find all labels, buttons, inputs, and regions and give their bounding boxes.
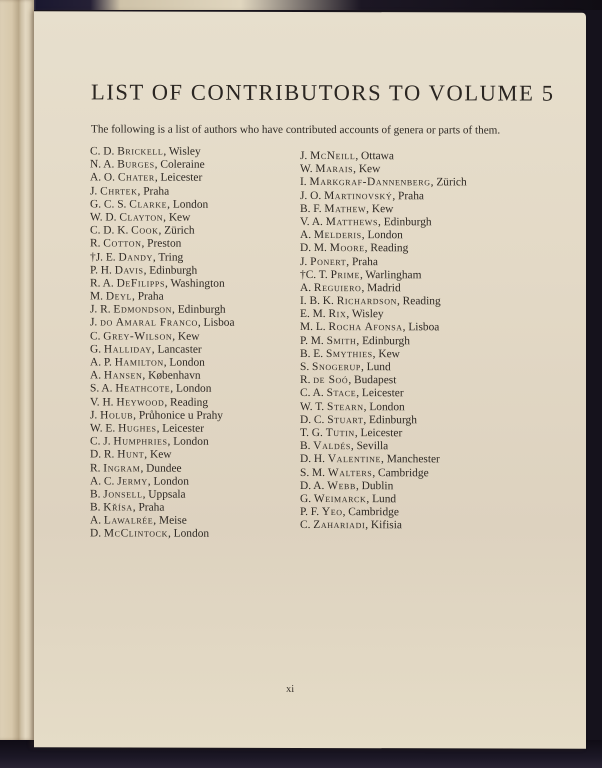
contributor-initials: I. B. K. (300, 295, 337, 308)
contributor-initials: J. (300, 255, 311, 268)
contributor-surname: Hansen (103, 369, 143, 382)
contributor-entry (300, 493, 467, 507)
contributor-entry (300, 440, 467, 454)
contributor-location: , Praha (132, 290, 164, 303)
contributor-surname: Brickell (117, 145, 164, 158)
contributor-location: , Praha (137, 185, 170, 198)
contributor-entry (90, 449, 235, 463)
contributor-location: , London (167, 528, 210, 541)
contributor-location: , Cambridge (342, 506, 399, 519)
contributor-initials: N. A. (90, 158, 118, 171)
contributor-initials: D. A. (300, 479, 328, 492)
contributor-surname: Reguiero (313, 281, 362, 295)
contributor-surname: Smythies (325, 347, 373, 360)
contributor-surname: Stearn (327, 400, 364, 413)
contributor-location: , Praha (132, 501, 165, 514)
contributor-initials: A. C. (90, 475, 118, 488)
contributor-location: , Kifisia (365, 519, 402, 532)
contributor-entry (300, 295, 467, 309)
contributor-surname: de Soó (313, 374, 349, 387)
contributor-surname: Křísa (103, 501, 133, 514)
contributor-initials: B. (90, 501, 104, 514)
contributor-entry (90, 211, 235, 225)
contributor-surname: Halliday (103, 343, 152, 356)
contributor-initials: S. M. (300, 466, 328, 479)
contributor-entry (90, 225, 235, 239)
contributor-location: , Kew (366, 202, 394, 215)
contributor-initials: D. R. (90, 448, 118, 461)
contributor-initials: R. (90, 237, 104, 250)
contributor-initials: C. D. K. (90, 224, 132, 237)
contributor-location: , Wisley (163, 145, 201, 158)
contributor-surname: Ingram (103, 461, 141, 475)
contributor-surname: Burges (117, 158, 155, 171)
contributor-initials: D. M. (300, 242, 330, 255)
contributor-surname: Chater (117, 171, 155, 184)
contributor-entry (300, 190, 467, 204)
contributor-surname: Stace (326, 387, 357, 400)
contributor-initials: V. A. (300, 215, 326, 228)
contributor-entry (90, 383, 235, 397)
contributor-initials: W. D. (90, 211, 120, 224)
contributor-surname: Humphries (113, 435, 168, 448)
contributor-location: , Edinburgh (378, 216, 432, 229)
contributor-location: , Kew (372, 347, 400, 361)
contributor-location: , Leicester (154, 171, 203, 185)
contributor-location: , Leicester (354, 427, 403, 440)
contributor-location: , Washington (165, 277, 225, 290)
contributor-location: , Budapest (348, 374, 397, 387)
contributor-location: , London (167, 198, 209, 211)
contributor-entry (300, 414, 467, 428)
contributor-surname: Lawalrée (103, 514, 154, 527)
contributor-entry (90, 238, 235, 252)
contributor-initials: B. (300, 440, 314, 453)
contributor-initials: C. (90, 330, 104, 343)
contributor-surname: Snogerup (312, 361, 361, 374)
contributor-surname: Walters (327, 466, 373, 479)
contributor-initials: D. H. (300, 453, 328, 466)
contributor-entry (90, 330, 235, 344)
contributor-initials: P. M. (300, 334, 327, 347)
contributor-initials: †J. E. (90, 250, 119, 263)
contributor-initials: D. C. (300, 413, 328, 426)
contributor-surname: Weimarck (313, 492, 367, 506)
page-title: LIST OF CONTRIBUTORS TO VOLUME 5 (91, 79, 555, 106)
contributor-initials: J. (90, 409, 101, 422)
contributor-initials: I. (300, 176, 310, 189)
contributor-entry (90, 277, 235, 291)
contributor-entry (300, 282, 467, 296)
contributor-initials: M. (90, 290, 106, 303)
contributor-location: , Leicester (156, 422, 204, 435)
contributor-entry (90, 251, 235, 265)
contributor-location: , Lisboa (402, 321, 440, 334)
contributor-location: , Cambridge (372, 466, 429, 479)
contributor-surname: Clarke (129, 198, 168, 211)
contributor-entry (90, 185, 235, 199)
contributor-initials: P. H. (90, 264, 115, 277)
contributor-initials: J. O. (300, 189, 325, 202)
contributor-surname: Rocha Afonsa (328, 321, 403, 334)
contributor-entry (90, 422, 235, 436)
contributor-initials: †C. T. (300, 268, 331, 281)
contributor-initials: B. F. (300, 202, 325, 215)
contributor-location: , London (170, 383, 212, 396)
contributor-location: , London (163, 356, 205, 369)
contributor-initials: E. M. (300, 308, 329, 321)
contributor-entry (90, 290, 235, 304)
contributor-entry (300, 321, 467, 335)
contributor-location: , London (147, 475, 189, 488)
contributor-entry (300, 242, 467, 256)
contributor-surname: Rix (328, 308, 347, 321)
contributor-surname: Hughes (118, 422, 157, 435)
contributor-surname: Clayton (119, 211, 164, 224)
contributor-location: , Kew (144, 448, 172, 461)
page-number: xi (286, 683, 295, 695)
contributor-initials: V. H. (90, 395, 117, 409)
contributor-initials: A. (300, 281, 314, 294)
contributor-location: , Edinburgh (356, 334, 410, 347)
contributor-entry (300, 506, 467, 520)
contributor-surname: Richardson (336, 295, 397, 308)
contributor-location: , Coleraine (154, 158, 205, 171)
contributor-location: , Edinburgh (363, 413, 417, 427)
contributors-column-right (300, 150, 467, 533)
contributor-entry (300, 216, 467, 230)
contributor-location: , Dundee (140, 462, 182, 475)
contributor-entry (300, 387, 467, 401)
contributor-entry (90, 488, 235, 502)
contributor-initials: G. (300, 492, 314, 505)
contributor-initials: B. (90, 488, 104, 501)
contributor-initials: A. (90, 369, 104, 382)
contributor-location: , Lund (360, 361, 391, 374)
contributor-surname: Valentine (327, 453, 382, 466)
contributors-column-left (90, 145, 235, 541)
contributor-entry (90, 528, 235, 542)
contributor-location: , Madrid (361, 282, 401, 295)
contributor-location: , London (363, 400, 405, 413)
contributor-surname: Cotton (103, 237, 142, 250)
contributor-location: , Praha (392, 189, 424, 202)
contributor-initials: B. E. (300, 347, 326, 360)
contributor-location: , Reading (164, 396, 209, 409)
contributor-entry (90, 145, 235, 159)
contributor-location: , Edinburgh (172, 303, 226, 317)
contributor-entry (90, 436, 235, 450)
contributor-initials: R. A. (90, 277, 117, 290)
contributor-surname: Hunt (117, 448, 145, 461)
contributor-initials: G. (90, 343, 104, 356)
contributor-initials: C. (300, 519, 314, 532)
contributor-entry (300, 150, 467, 164)
contributor-location: , Sevilla (350, 440, 389, 453)
contributor-entry (300, 453, 467, 467)
contributor-initials: G. C. S. (90, 198, 130, 211)
contributor-surname: Prime (330, 268, 360, 281)
contributor-surname: Grey-Wilson (103, 330, 173, 343)
contributor-location: , Warlingham (359, 268, 422, 281)
contributor-initials: W. T. (300, 400, 328, 413)
contributor-initials: S. (300, 360, 313, 374)
contributor-initials: A. P. (90, 356, 115, 369)
contributor-entry (300, 348, 467, 362)
contributor-surname: Heathcote (115, 382, 171, 396)
contributor-surname: Deyl (105, 290, 133, 303)
contributor-initials: A. (90, 514, 104, 527)
contributor-surname: Hamilton (114, 356, 164, 369)
contributor-location: , Ottawa (355, 150, 394, 163)
contributor-surname: McClintock (103, 527, 168, 541)
contributor-surname: Dandy (118, 250, 153, 264)
contributor-surname: Webb (327, 479, 356, 492)
contributor-entry (300, 255, 467, 269)
contributor-entry (300, 374, 467, 388)
contributor-surname: Matthews (325, 215, 379, 229)
contributor-surname: DeFilipps (116, 277, 166, 290)
contributor-location: , Reading (396, 295, 441, 308)
contributor-entry (90, 475, 235, 489)
contributor-location: , Lund (366, 493, 397, 506)
contributor-location: , Kew (172, 330, 200, 343)
contributor-surname: Edmondson (113, 303, 173, 316)
contributor-surname: Zahariadi (313, 519, 366, 532)
contributor-entry (300, 176, 467, 190)
contributor-entry (90, 317, 235, 331)
contributor-surname: Davis (114, 264, 144, 277)
contributor-initials: S. A. (90, 382, 116, 395)
contributor-entry (90, 159, 235, 173)
contributor-entry (90, 356, 235, 370)
contributor-location: , Edinburgh (143, 264, 198, 277)
contributor-location: , Kew (353, 163, 381, 176)
contributor-surname: do Amaral Franco (100, 316, 198, 330)
contributor-entry (90, 501, 235, 515)
contributor-location: , London (167, 435, 209, 448)
contributor-location: , Manchester (381, 453, 440, 466)
contributor-initials: C. J. (90, 435, 114, 448)
contributor-surname: Martinovský (324, 189, 393, 202)
contributor-location: , Reading (364, 242, 409, 255)
contributor-initials: J. R. (90, 303, 114, 316)
contributor-location: , Lancaster (151, 343, 202, 356)
contributor-initials: J. (300, 149, 311, 163)
contributor-entry (90, 343, 235, 357)
contributor-entry (300, 163, 467, 177)
contributor-location: , Kew (163, 211, 191, 224)
book-left-page-edges (0, 0, 34, 740)
contributor-entry (300, 308, 467, 322)
contributor-entry (90, 409, 235, 423)
contributor-location: , Dublin (355, 479, 394, 492)
contributor-entry (300, 229, 467, 243)
contributor-initials: C. D. (90, 145, 118, 158)
contributor-location: , Meise (153, 514, 187, 527)
contributor-entry (90, 462, 235, 476)
contributor-entry (300, 361, 467, 375)
photo-background-top (0, 0, 602, 10)
contributor-location: , Tring (152, 251, 184, 264)
book-page (34, 11, 586, 748)
contributor-initials: W. E. (90, 422, 119, 435)
contributor-entry (90, 198, 235, 212)
contributor-location: , Zürich (430, 176, 467, 189)
contributor-surname: Heywood (116, 396, 165, 409)
contributor-location: , Lisboa (197, 317, 235, 330)
contributor-surname: Tutin (325, 426, 355, 440)
contributor-initials: A. (300, 229, 314, 242)
contributor-entry (300, 401, 467, 415)
contributor-entry (300, 466, 467, 480)
contributor-entry (300, 519, 467, 533)
contributor-location: , Leicester (356, 387, 404, 400)
contributor-surname: Mathew (324, 202, 367, 215)
contributor-initials: M. L. (300, 321, 329, 334)
contributor-entry (90, 264, 235, 278)
contributor-surname: Cook (131, 224, 159, 237)
contributor-entry (300, 480, 467, 494)
contributor-surname: Smith (326, 334, 357, 347)
contributor-entry (300, 203, 467, 217)
contributor-entry (90, 370, 235, 384)
contributor-entry (300, 335, 467, 349)
contributor-initials: J. (90, 184, 101, 198)
intro-paragraph: The following is a list of authors who have contributed accounts of genera or parts of them. (91, 123, 501, 137)
contributor-entry (300, 427, 467, 441)
contributor-surname: Stuart (327, 413, 364, 426)
contributor-initials: P. F. (300, 506, 322, 519)
contributor-entry (90, 172, 235, 186)
contributor-surname: McNeill (310, 150, 356, 163)
contributor-initials: C. A. (300, 387, 327, 400)
contributor-initials: J. (90, 316, 101, 329)
contributor-location: , Wisley (346, 308, 384, 321)
contributor-surname: Jermy (117, 475, 148, 488)
contributor-entry (90, 396, 235, 410)
contributor-surname: Yeo (321, 506, 343, 519)
contributor-initials: T. G. (300, 426, 326, 439)
contributor-surname: Markgraf-Dannenberg (309, 176, 431, 189)
contributor-location: , Zürich (158, 224, 195, 237)
contributor-surname: Melderis (313, 229, 362, 242)
contributor-initials: A. O. (90, 171, 118, 184)
contributor-surname: Chrtek (100, 185, 138, 198)
contributor-entry (90, 515, 235, 529)
contributor-location: , Preston (141, 237, 182, 250)
contributor-initials: R. (90, 461, 104, 474)
contributor-location: , København (142, 369, 201, 382)
contributor-surname: Moore (329, 242, 365, 255)
contributor-surname: Marais (315, 163, 354, 176)
contributor-entry (90, 304, 235, 318)
contributor-location: , Průhonice u Prahy (133, 409, 224, 422)
contributor-surname: Jonsell (103, 488, 143, 501)
contributor-location: , Uppsala (142, 488, 186, 501)
contributor-location: , Praha (346, 255, 378, 268)
contributor-surname: Valdés (313, 440, 351, 453)
contributor-surname: Holub (100, 409, 134, 422)
contributor-location: , London (361, 229, 403, 242)
contributor-initials: R. (300, 374, 314, 387)
contributor-initials: W. (300, 163, 316, 176)
contributor-surname: Ponert (310, 255, 347, 268)
contributor-entry (300, 269, 467, 283)
contributor-initials: D. (90, 527, 104, 540)
